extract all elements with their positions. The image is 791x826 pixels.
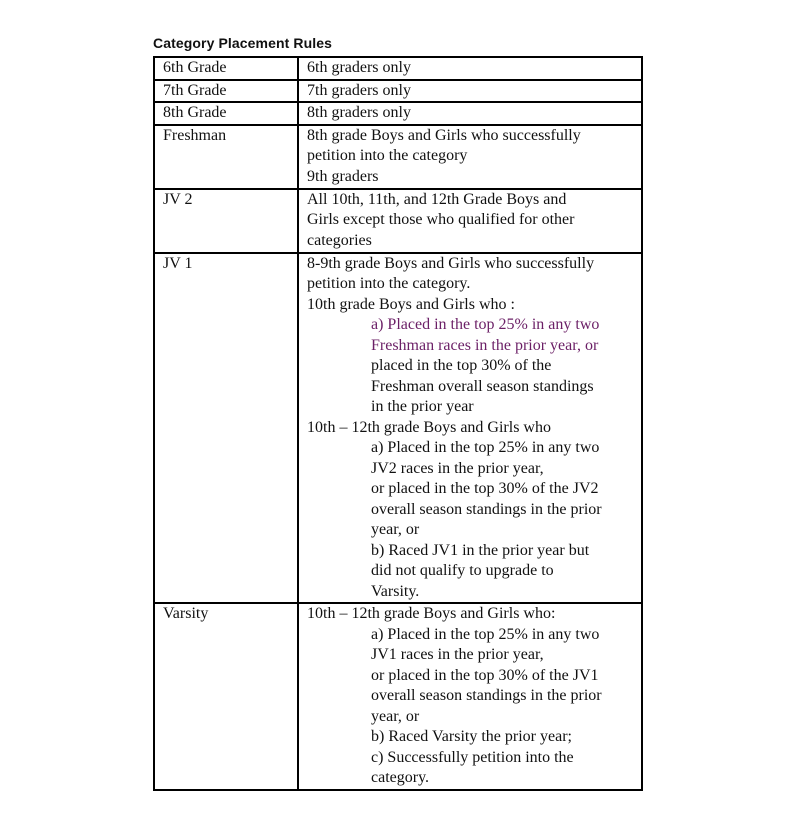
category-label: 7th Grade — [163, 81, 227, 99]
table-row — [154, 253, 642, 604]
rule-line: a) Placed in the top 25% in any two — [371, 439, 600, 456]
category-cell — [154, 57, 298, 80]
rule-line: 7th graders only — [307, 81, 411, 99]
rule-line: Varsity. — [371, 582, 420, 600]
category-label: Varsity — [163, 605, 209, 622]
rule-line: 10th – 12th grade Boys and Girls who: — [307, 605, 556, 622]
rule-line: 10th – 12th grade Boys and Girls who — [307, 418, 551, 436]
rule-line: JV2 races in the prior year, — [371, 459, 544, 477]
rule-line: Freshman races in the prior year, or — [371, 336, 599, 354]
category-cell — [154, 603, 298, 790]
rule-line: or placed in the top 30% of the JV2 — [371, 480, 599, 497]
rule-line: c) Successfully petition into the — [371, 748, 574, 766]
rule-cell — [298, 80, 642, 103]
rule-line: 8th grade Boys and Girls who successfully — [307, 126, 581, 144]
category-cell — [154, 253, 298, 604]
page-title: Category Placement Rules — [153, 35, 333, 51]
rule-line: petition into the category — [307, 147, 468, 164]
rule-line: placed in the top 30% of the — [371, 357, 552, 374]
category-label: 8th Grade — [163, 104, 227, 121]
rule-line: category. — [371, 769, 430, 786]
rule-line: 9th graders — [307, 167, 379, 185]
rule-line: Freshman overall season standings — [371, 377, 594, 395]
rule-line: or placed in the top 30% of the JV1 — [371, 666, 599, 684]
table-row — [154, 57, 642, 80]
rule-cell — [298, 57, 642, 80]
rule-line: b) Raced JV1 in the prior year but — [371, 541, 590, 559]
category-label: JV 1 — [163, 254, 193, 272]
rule-cell — [298, 102, 642, 125]
category-cell — [154, 102, 298, 125]
table-row — [154, 102, 642, 125]
rule-line: petition into the category. — [307, 275, 471, 292]
category-label: 6th Grade — [163, 59, 227, 76]
rule-line: 8th graders only — [307, 104, 411, 121]
rule-line: 10th grade Boys and Girls who : — [307, 295, 515, 313]
category-cell — [154, 125, 298, 189]
rule-line: 6th graders only — [307, 59, 411, 76]
table-row — [154, 189, 642, 253]
rule-line: did not qualify to upgrade to — [371, 562, 554, 579]
rule-line: All 10th, 11th, and 12th Grade Boys and — [307, 190, 567, 208]
rule-cell — [298, 189, 642, 253]
rule-line: a) Placed in the top 25% in any two — [371, 625, 600, 643]
rule-line: year, or — [371, 707, 420, 725]
category-cell — [154, 80, 298, 103]
table-row — [154, 125, 642, 189]
rule-line: year, or — [371, 521, 420, 538]
category-label: JV 2 — [163, 190, 193, 208]
category-placement-table — [153, 56, 643, 791]
rule-line: a) Placed in the top 25% in any two — [371, 316, 600, 333]
category-cell — [154, 189, 298, 253]
rule-line: b) Raced Varsity the prior year; — [371, 728, 572, 745]
rule-cell — [298, 125, 642, 189]
rule-line: overall season standings in the prior — [371, 687, 602, 704]
rule-line: overall season standings in the prior — [371, 500, 602, 518]
table-row — [154, 603, 642, 790]
category-label: Freshman — [163, 126, 227, 144]
table-row — [154, 80, 642, 103]
rule-cell — [298, 603, 642, 790]
rule-line: JV1 races in the prior year, — [371, 646, 544, 663]
rule-line: in the prior year — [371, 398, 474, 415]
rule-line: categories — [307, 231, 372, 249]
rule-line: Girls except those who qualified for other — [307, 211, 575, 228]
rule-line: 8-9th grade Boys and Girls who successfully — [307, 254, 595, 272]
rule-cell — [298, 253, 642, 604]
